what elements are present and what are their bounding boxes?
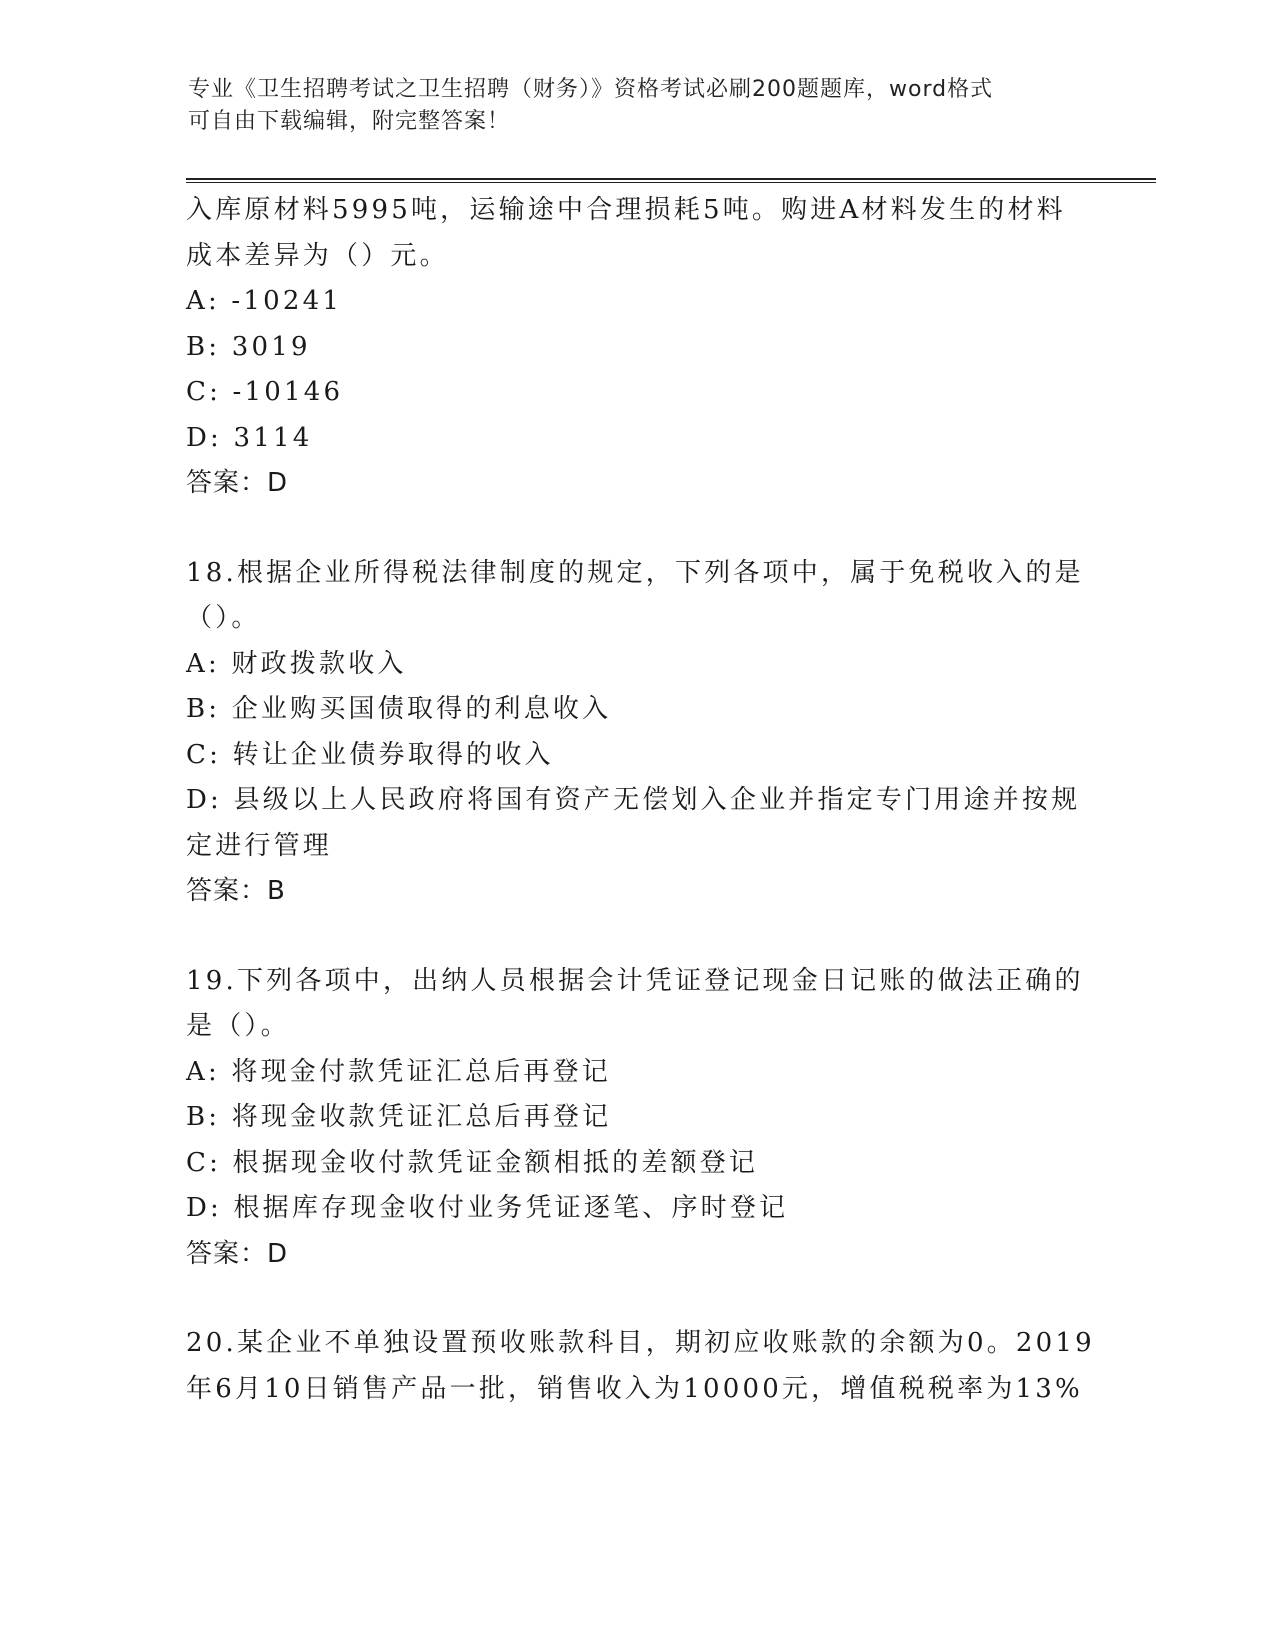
question-18-stem-line-1: 18.根据企业所得税法律制度的规定，下列各项中，属于免税收入的是 — [186, 557, 1084, 588]
question-19-option-a: A: 将现金付款凭证汇总后再登记 — [186, 1056, 612, 1087]
question-18-stem-line-2: （）。 — [186, 603, 261, 633]
question-17-stem-line-2: 成本差异为（）元。 — [186, 240, 449, 271]
question-19-option-d: D: 根据库存现金收付业务凭证逐笔、序时登记 — [186, 1193, 789, 1223]
question-18-option-d-line-2: 定进行管理 — [186, 830, 333, 861]
question-spacer — [186, 915, 1086, 959]
question-19-stem-line-1: 19.下列各项中，出纳人员根据会计凭证登记现金日记账的做法正确的 — [186, 965, 1084, 996]
question-list — [186, 188, 1095, 1412]
question-17 — [186, 188, 1086, 507]
question-17-option-a: A: -10241 — [186, 286, 343, 316]
header-title-line-2: 可自由下载编辑，附完整答案！ — [188, 109, 511, 134]
question-20-stem-line-2: 年6月10日销售产品一批，销售收入为10000元，增值税税率为13% — [186, 1373, 1083, 1404]
question-18-option-d-line-1: D: 县级以上人民政府将国有资产无偿划入企业并指定专门用途并按规 — [186, 785, 1081, 815]
question-17-option-d: D: 3114 — [186, 422, 313, 453]
question-17-option-b: B: 3019 — [186, 331, 311, 362]
question-19-option-c: C: 根据现金收付款凭证金额相抵的差额登记 — [186, 1147, 759, 1178]
question-18-answer: 答案：B — [186, 876, 286, 906]
header-title-line-1: 专业《卫生招聘考试之卫生招聘（财务）》资格考试必刷200题题库，word格式 — [188, 77, 994, 102]
question-19-option-b: B: 将现金收款凭证汇总后再登记 — [186, 1102, 612, 1132]
question-17-stem-line-1: 入库原材料5995吨，运输途中合理损耗5吨。购进A材料发生的材料 — [186, 195, 1066, 225]
question-18-option-b: B: 企业购买国债取得的利息收入 — [186, 694, 612, 724]
header-divider — [186, 178, 1156, 183]
question-20-stem-line-1: 20.某企业不单独设置预收账款科目，期初应收账款的余额为0。2019 — [186, 1328, 1095, 1358]
question-19-stem-line-2: 是（）。 — [186, 1011, 290, 1041]
question-18 — [186, 551, 1086, 915]
question-20 — [186, 1321, 1095, 1412]
question-18-option-a: A: 财政拨款收入 — [186, 648, 407, 679]
question-17-option-c: C: -10146 — [186, 377, 344, 407]
question-18-option-c: C: 转让企业债券取得的收入 — [186, 739, 554, 770]
question-17-answer: 答案：D — [186, 468, 289, 498]
question-19 — [186, 959, 1086, 1278]
question-spacer — [186, 507, 1086, 551]
document-header — [188, 74, 1068, 138]
question-spacer — [186, 1277, 1086, 1321]
question-19-answer: 答案：D — [186, 1238, 289, 1269]
